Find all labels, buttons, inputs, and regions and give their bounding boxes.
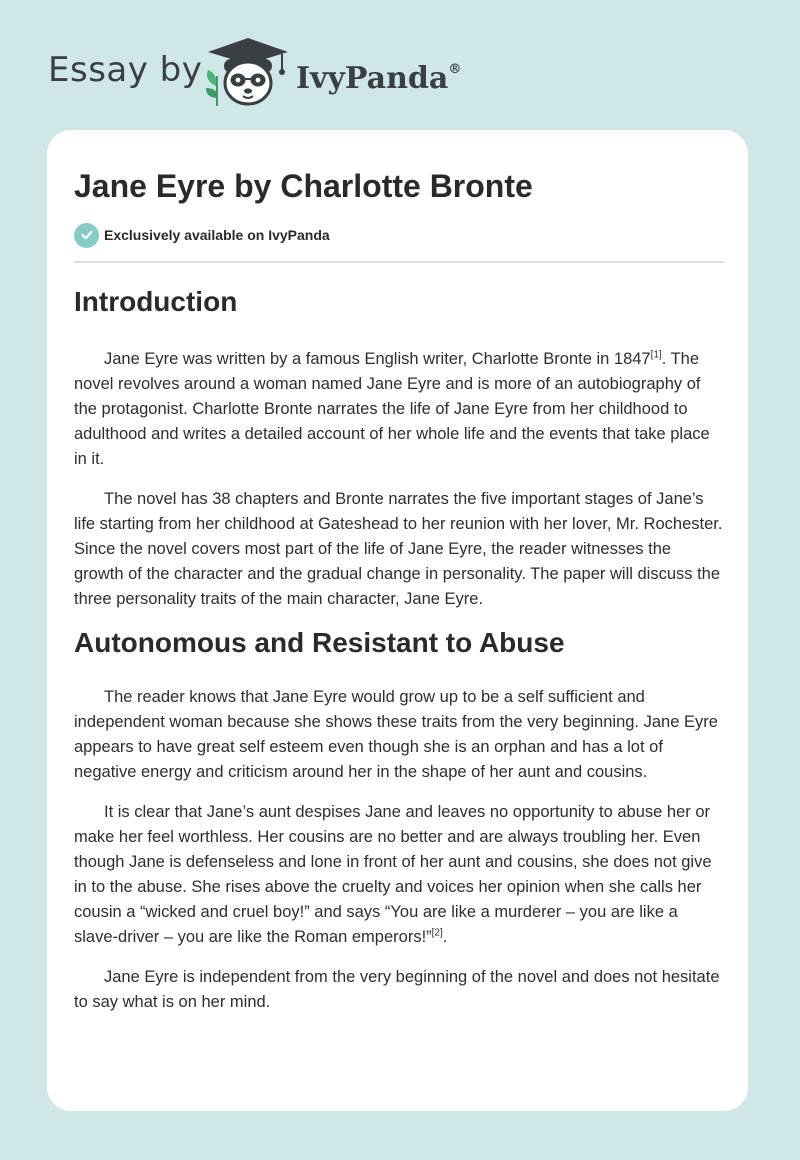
paragraph-text: Jane Eyre was written by a famous English writer, Charlotte Bronte in 1847: [104, 350, 651, 368]
footnote-ref-2[interactable]: [2]: [431, 927, 443, 939]
registered-mark: ®: [448, 62, 462, 77]
paragraph-text: .: [442, 928, 448, 946]
footnote-ref-1[interactable]: [1]: [650, 349, 662, 361]
paragraph: The reader knows that Jane Eyre would grow up to be a self sufficient and independent woman because she shows these traits from the very beginning. Jane Eyre appears to have great self esteem even though she is an orphan and has a lot of negative energy and criticism around her in the shape of her aunt and cousins.: [74, 688, 718, 781]
panda-graduate-icon[interactable]: [200, 36, 296, 108]
section-heading-introduction: Introduction: [74, 286, 238, 317]
title-divider: [74, 261, 724, 263]
paragraph: [74, 800, 724, 950]
badge-label: Exclusively available on IvyPanda: [104, 227, 330, 243]
essay-title: Jane Eyre by Charlotte Bronte: [74, 168, 533, 204]
brand-prefix: Essay by: [48, 50, 203, 90]
essay-body: [74, 280, 724, 1015]
paragraph-text: It is clear that Jane’s aunt despises Jane and leaves no opportunity to abuse her or make her feel worthless. Her cousins are no better and are always troubling her. Even though Jane is defenseless and lone in front of her aunt and cousins, she does not give in to the abuse. She rises above the cruelty and voices her opinion when she calls her cousin a “wicked and cruel boy!” and says “You are like a murderer – you are like a slave-driver – you are like the Roman emperors!”: [74, 803, 712, 946]
section-heading-autonomous: Autonomous and Resistant to Abuse: [74, 627, 565, 658]
paragraph: The novel has 38 chapters and Bronte narrates the five important stages of Jane’s life starting from her childhood at Gateshead to her reunion with her lover, Mr. Rochester. Since the novel covers most part of the life of Jane Eyre, the reader witnesses the growth of the character and the gradual change in personality. The paper will discuss the three personality traits of the main character, Jane Eyre.: [74, 490, 723, 608]
paragraph: [74, 347, 724, 472]
brand-name-text: IvyPanda: [296, 61, 449, 96]
check-circle-icon: [74, 223, 99, 248]
paragraph: Jane Eyre is independent from the very beginning of the novel and does not hesitate to say what is on her mind.: [74, 968, 720, 1011]
essay-card: [47, 130, 748, 1111]
site-header: [0, 0, 800, 130]
brand-name[interactable]: [296, 54, 461, 99]
paragraph-text: . The novel revolves around a woman named Jane Eyre and is more of an autobiography of the protagonist. Charlotte Bronte narrates the life of Jane Eyre from her childhood to adulthood and writes a detailed account of her whole life and the events that take place in it.: [74, 350, 710, 468]
exclusive-badge: [74, 222, 330, 248]
